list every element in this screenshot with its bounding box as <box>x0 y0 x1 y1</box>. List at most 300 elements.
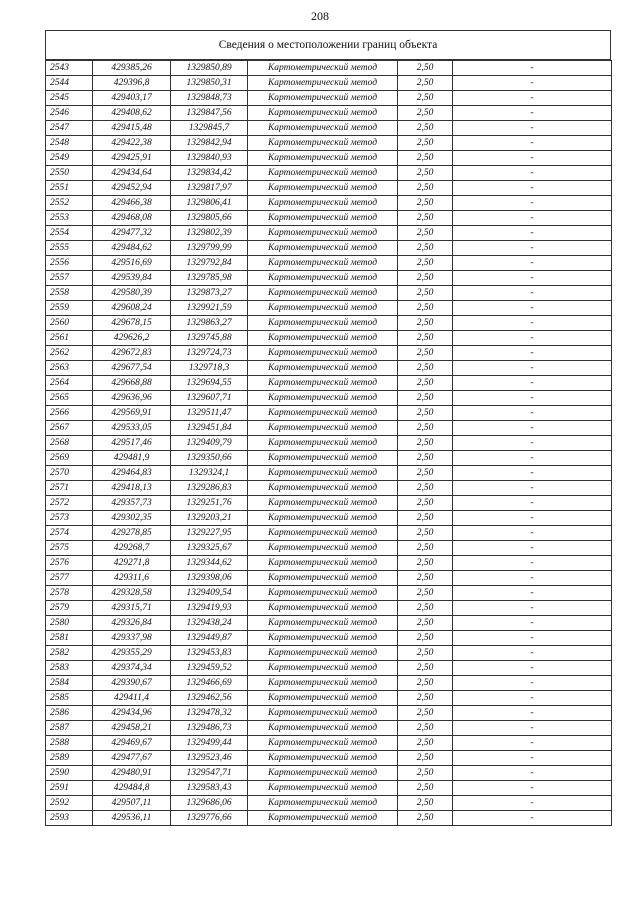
table-row <box>46 781 612 796</box>
x-coordinate-cell: 429678,15 <box>93 316 171 331</box>
x-coordinate-cell: 429533,05 <box>93 421 171 436</box>
description-cell: - <box>453 196 612 211</box>
description-cell: - <box>453 181 612 196</box>
precision-cell: 2,50 <box>398 241 453 256</box>
y-coordinate-cell: 1329466,69 <box>171 676 248 691</box>
table-row <box>46 196 612 211</box>
point-number-cell: 2573 <box>46 511 93 526</box>
point-number-cell: 2553 <box>46 211 93 226</box>
x-coordinate-cell: 429469,67 <box>93 736 171 751</box>
table-row <box>46 256 612 271</box>
description-cell: - <box>453 736 612 751</box>
description-cell: - <box>453 646 612 661</box>
table-row <box>46 241 612 256</box>
description-cell: - <box>453 796 612 811</box>
y-coordinate-cell: 1329453,83 <box>171 646 248 661</box>
description-cell: - <box>453 256 612 271</box>
table-row <box>46 436 612 451</box>
point-number-cell: 2564 <box>46 376 93 391</box>
table-row <box>46 361 612 376</box>
description-cell: - <box>453 811 612 826</box>
table-row <box>46 226 612 241</box>
description-cell: - <box>453 106 612 121</box>
table-row <box>46 301 612 316</box>
precision-cell: 2,50 <box>398 811 453 826</box>
point-number-cell: 2585 <box>46 691 93 706</box>
y-coordinate-cell: 1329806,41 <box>171 196 248 211</box>
precision-cell: 2,50 <box>398 76 453 91</box>
table-row <box>46 736 612 751</box>
description-cell: - <box>453 301 612 316</box>
method-cell: Картометрический метод <box>248 406 398 421</box>
point-number-cell: 2543 <box>46 61 93 76</box>
x-coordinate-cell: 429477,32 <box>93 226 171 241</box>
description-cell: - <box>453 631 612 646</box>
table-row <box>46 541 612 556</box>
point-number-cell: 2550 <box>46 166 93 181</box>
point-number-cell: 2563 <box>46 361 93 376</box>
y-coordinate-cell: 1329718,3 <box>171 361 248 376</box>
method-cell: Картометрический метод <box>248 136 398 151</box>
method-cell: Картометрический метод <box>248 751 398 766</box>
y-coordinate-cell: 1329203,21 <box>171 511 248 526</box>
description-cell: - <box>453 526 612 541</box>
method-cell: Картометрический метод <box>248 781 398 796</box>
method-cell: Картометрический метод <box>248 616 398 631</box>
point-number-cell: 2554 <box>46 226 93 241</box>
x-coordinate-cell: 429315,71 <box>93 601 171 616</box>
table-row <box>46 61 612 76</box>
x-coordinate-cell: 429507,11 <box>93 796 171 811</box>
description-cell: - <box>453 211 612 226</box>
description-cell: - <box>453 616 612 631</box>
precision-cell: 2,50 <box>398 301 453 316</box>
method-cell: Картометрический метод <box>248 256 398 271</box>
table-row <box>46 661 612 676</box>
description-cell: - <box>453 571 612 586</box>
y-coordinate-cell: 1329523,46 <box>171 751 248 766</box>
precision-cell: 2,50 <box>398 451 453 466</box>
table-body <box>46 61 612 826</box>
point-number-cell: 2551 <box>46 181 93 196</box>
table-row <box>46 691 612 706</box>
table-row <box>46 421 612 436</box>
y-coordinate-cell: 1329583,43 <box>171 781 248 796</box>
y-coordinate-cell: 1329873,27 <box>171 286 248 301</box>
table-row <box>46 496 612 511</box>
precision-cell: 2,50 <box>398 226 453 241</box>
table-row <box>46 166 612 181</box>
point-number-cell: 2547 <box>46 121 93 136</box>
point-number-cell: 2587 <box>46 721 93 736</box>
method-cell: Картометрический метод <box>248 766 398 781</box>
table-row <box>46 331 612 346</box>
precision-cell: 2,50 <box>398 271 453 286</box>
x-coordinate-cell: 429422,38 <box>93 136 171 151</box>
description-cell: - <box>453 376 612 391</box>
table-row <box>46 481 612 496</box>
method-cell: Картометрический метод <box>248 421 398 436</box>
method-cell: Картометрический метод <box>248 106 398 121</box>
point-number-cell: 2589 <box>46 751 93 766</box>
description-cell: - <box>453 391 612 406</box>
precision-cell: 2,50 <box>398 556 453 571</box>
method-cell: Картометрический метод <box>248 481 398 496</box>
precision-cell: 2,50 <box>398 616 453 631</box>
method-cell: Картометрический метод <box>248 451 398 466</box>
y-coordinate-cell: 1329776,66 <box>171 811 248 826</box>
method-cell: Картометрический метод <box>248 661 398 676</box>
description-cell: - <box>453 661 612 676</box>
description-cell: - <box>453 706 612 721</box>
precision-cell: 2,50 <box>398 631 453 646</box>
point-number-cell: 2577 <box>46 571 93 586</box>
method-cell: Картометрический метод <box>248 151 398 166</box>
method-cell: Картометрический метод <box>248 166 398 181</box>
method-cell: Картометрический метод <box>248 331 398 346</box>
description-cell: - <box>453 751 612 766</box>
table-row <box>46 586 612 601</box>
description-cell: - <box>453 151 612 166</box>
x-coordinate-cell: 429481,9 <box>93 451 171 466</box>
precision-cell: 2,50 <box>398 286 453 301</box>
x-coordinate-cell: 429608,24 <box>93 301 171 316</box>
description-cell: - <box>453 166 612 181</box>
precision-cell: 2,50 <box>398 496 453 511</box>
precision-cell: 2,50 <box>398 736 453 751</box>
y-coordinate-cell: 1329324,1 <box>171 466 248 481</box>
method-cell: Картометрический метод <box>248 706 398 721</box>
table-row <box>46 451 612 466</box>
table-row <box>46 556 612 571</box>
precision-cell: 2,50 <box>398 106 453 121</box>
method-cell: Картометрический метод <box>248 691 398 706</box>
y-coordinate-cell: 1329745,88 <box>171 331 248 346</box>
y-coordinate-cell: 1329842,94 <box>171 136 248 151</box>
description-cell: - <box>453 61 612 76</box>
precision-cell: 2,50 <box>398 256 453 271</box>
x-coordinate-cell: 429415,48 <box>93 121 171 136</box>
precision-cell: 2,50 <box>398 481 453 496</box>
x-coordinate-cell: 429464,83 <box>93 466 171 481</box>
point-number-cell: 2566 <box>46 406 93 421</box>
table-row <box>46 391 612 406</box>
method-cell: Картометрический метод <box>248 811 398 826</box>
point-number-cell: 2557 <box>46 271 93 286</box>
point-number-cell: 2588 <box>46 736 93 751</box>
method-cell: Картометрический метод <box>248 541 398 556</box>
precision-cell: 2,50 <box>398 316 453 331</box>
method-cell: Картометрический метод <box>248 376 398 391</box>
y-coordinate-cell: 1329459,52 <box>171 661 248 676</box>
y-coordinate-cell: 1329344,62 <box>171 556 248 571</box>
table-row <box>46 601 612 616</box>
x-coordinate-cell: 429268,7 <box>93 541 171 556</box>
point-number-cell: 2592 <box>46 796 93 811</box>
y-coordinate-cell: 1329785,98 <box>171 271 248 286</box>
precision-cell: 2,50 <box>398 181 453 196</box>
y-coordinate-cell: 1329850,89 <box>171 61 248 76</box>
boundary-table-frame <box>45 30 611 826</box>
precision-cell: 2,50 <box>398 766 453 781</box>
method-cell: Картометрический метод <box>248 241 398 256</box>
y-coordinate-cell: 1329792,84 <box>171 256 248 271</box>
y-coordinate-cell: 1329547,71 <box>171 766 248 781</box>
description-cell: - <box>453 226 612 241</box>
description-cell: - <box>453 721 612 736</box>
method-cell: Картометрический метод <box>248 121 398 136</box>
method-cell: Картометрический метод <box>248 511 398 526</box>
table-row <box>46 271 612 286</box>
point-number-cell: 2558 <box>46 286 93 301</box>
precision-cell: 2,50 <box>398 601 453 616</box>
y-coordinate-cell: 1329817,97 <box>171 181 248 196</box>
table-row <box>46 406 612 421</box>
description-cell: - <box>453 271 612 286</box>
y-coordinate-cell: 1329607,71 <box>171 391 248 406</box>
point-number-cell: 2574 <box>46 526 93 541</box>
point-number-cell: 2593 <box>46 811 93 826</box>
point-number-cell: 2546 <box>46 106 93 121</box>
table-row <box>46 151 612 166</box>
method-cell: Картометрический метод <box>248 646 398 661</box>
table-row <box>46 91 612 106</box>
precision-cell: 2,50 <box>398 721 453 736</box>
table-row <box>46 286 612 301</box>
precision-cell: 2,50 <box>398 676 453 691</box>
x-coordinate-cell: 429536,11 <box>93 811 171 826</box>
point-number-cell: 2559 <box>46 301 93 316</box>
table-row <box>46 106 612 121</box>
point-number-cell: 2561 <box>46 331 93 346</box>
method-cell: Картометрический метод <box>248 796 398 811</box>
method-cell: Картометрический метод <box>248 301 398 316</box>
description-cell: - <box>453 121 612 136</box>
description-cell: - <box>453 136 612 151</box>
method-cell: Картометрический метод <box>248 601 398 616</box>
point-number-cell: 2552 <box>46 196 93 211</box>
precision-cell: 2,50 <box>398 661 453 676</box>
description-cell: - <box>453 436 612 451</box>
description-cell: - <box>453 241 612 256</box>
point-number-cell: 2581 <box>46 631 93 646</box>
method-cell: Картометрический метод <box>248 286 398 301</box>
method-cell: Картометрический метод <box>248 316 398 331</box>
x-coordinate-cell: 429278,85 <box>93 526 171 541</box>
y-coordinate-cell: 1329848,73 <box>171 91 248 106</box>
x-coordinate-cell: 429466,38 <box>93 196 171 211</box>
table-row <box>46 76 612 91</box>
method-cell: Картометрический метод <box>248 346 398 361</box>
y-coordinate-cell: 1329325,67 <box>171 541 248 556</box>
y-coordinate-cell: 1329438,24 <box>171 616 248 631</box>
table-row <box>46 721 612 736</box>
x-coordinate-cell: 429484,62 <box>93 241 171 256</box>
description-cell: - <box>453 691 612 706</box>
x-coordinate-cell: 429636,96 <box>93 391 171 406</box>
boundary-points-table <box>45 60 612 826</box>
y-coordinate-cell: 1329724,73 <box>171 346 248 361</box>
point-number-cell: 2570 <box>46 466 93 481</box>
precision-cell: 2,50 <box>398 466 453 481</box>
precision-cell: 2,50 <box>398 526 453 541</box>
description-cell: - <box>453 286 612 301</box>
precision-cell: 2,50 <box>398 571 453 586</box>
point-number-cell: 2582 <box>46 646 93 661</box>
precision-cell: 2,50 <box>398 196 453 211</box>
table-row <box>46 466 612 481</box>
x-coordinate-cell: 429326,84 <box>93 616 171 631</box>
method-cell: Картометрический метод <box>248 391 398 406</box>
method-cell: Картометрический метод <box>248 271 398 286</box>
description-cell: - <box>453 316 612 331</box>
precision-cell: 2,50 <box>398 361 453 376</box>
table-row <box>46 211 612 226</box>
y-coordinate-cell: 1329286,83 <box>171 481 248 496</box>
table-row <box>46 811 612 826</box>
y-coordinate-cell: 1329478,32 <box>171 706 248 721</box>
method-cell: Картометрический метод <box>248 181 398 196</box>
precision-cell: 2,50 <box>398 376 453 391</box>
point-number-cell: 2584 <box>46 676 93 691</box>
x-coordinate-cell: 429569,91 <box>93 406 171 421</box>
x-coordinate-cell: 429396,8 <box>93 76 171 91</box>
precision-cell: 2,50 <box>398 781 453 796</box>
x-coordinate-cell: 429477,67 <box>93 751 171 766</box>
description-cell: - <box>453 481 612 496</box>
point-number-cell: 2549 <box>46 151 93 166</box>
precision-cell: 2,50 <box>398 796 453 811</box>
method-cell: Картометрический метод <box>248 196 398 211</box>
precision-cell: 2,50 <box>398 511 453 526</box>
y-coordinate-cell: 1329409,79 <box>171 436 248 451</box>
table-row <box>46 631 612 646</box>
point-number-cell: 2565 <box>46 391 93 406</box>
method-cell: Картометрический метод <box>248 586 398 601</box>
description-cell: - <box>453 451 612 466</box>
precision-cell: 2,50 <box>398 91 453 106</box>
table-row <box>46 376 612 391</box>
description-cell: - <box>453 766 612 781</box>
table-row <box>46 346 612 361</box>
point-number-cell: 2580 <box>46 616 93 631</box>
point-number-cell: 2572 <box>46 496 93 511</box>
description-cell: - <box>453 406 612 421</box>
point-number-cell: 2571 <box>46 481 93 496</box>
point-number-cell: 2556 <box>46 256 93 271</box>
page-number: 208 <box>311 9 329 23</box>
x-coordinate-cell: 429458,21 <box>93 721 171 736</box>
y-coordinate-cell: 1329449,87 <box>171 631 248 646</box>
y-coordinate-cell: 1329409,54 <box>171 586 248 601</box>
description-cell: - <box>453 601 612 616</box>
table-row <box>46 526 612 541</box>
precision-cell: 2,50 <box>398 331 453 346</box>
description-cell: - <box>453 676 612 691</box>
precision-cell: 2,50 <box>398 421 453 436</box>
method-cell: Картометрический метод <box>248 631 398 646</box>
table-row <box>46 571 612 586</box>
point-number-cell: 2575 <box>46 541 93 556</box>
x-coordinate-cell: 429374,34 <box>93 661 171 676</box>
point-number-cell: 2562 <box>46 346 93 361</box>
point-number-cell: 2555 <box>46 241 93 256</box>
x-coordinate-cell: 429677,54 <box>93 361 171 376</box>
point-number-cell: 2576 <box>46 556 93 571</box>
x-coordinate-cell: 429580,39 <box>93 286 171 301</box>
x-coordinate-cell: 429434,64 <box>93 166 171 181</box>
x-coordinate-cell: 429337,98 <box>93 631 171 646</box>
table-title: Сведения о местоположении границ объекта <box>45 30 611 60</box>
method-cell: Картометрический метод <box>248 721 398 736</box>
description-cell: - <box>453 511 612 526</box>
x-coordinate-cell: 429271,8 <box>93 556 171 571</box>
point-number-cell: 2583 <box>46 661 93 676</box>
precision-cell: 2,50 <box>398 646 453 661</box>
method-cell: Картометрический метод <box>248 211 398 226</box>
y-coordinate-cell: 1329834,42 <box>171 166 248 181</box>
x-coordinate-cell: 429517,46 <box>93 436 171 451</box>
table-row <box>46 646 612 661</box>
table-row <box>46 121 612 136</box>
table-row <box>46 511 612 526</box>
x-coordinate-cell: 429452,94 <box>93 181 171 196</box>
table-row <box>46 751 612 766</box>
y-coordinate-cell: 1329802,39 <box>171 226 248 241</box>
table-row <box>46 676 612 691</box>
x-coordinate-cell: 429355,29 <box>93 646 171 661</box>
y-coordinate-cell: 1329694,55 <box>171 376 248 391</box>
table-row <box>46 181 612 196</box>
precision-cell: 2,50 <box>398 136 453 151</box>
x-coordinate-cell: 429480,91 <box>93 766 171 781</box>
precision-cell: 2,50 <box>398 346 453 361</box>
x-coordinate-cell: 429385,26 <box>93 61 171 76</box>
method-cell: Картометрический метод <box>248 676 398 691</box>
table-row <box>46 796 612 811</box>
x-coordinate-cell: 429672,83 <box>93 346 171 361</box>
table-row <box>46 706 612 721</box>
method-cell: Картометрический метод <box>248 91 398 106</box>
precision-cell: 2,50 <box>398 541 453 556</box>
point-number-cell: 2567 <box>46 421 93 436</box>
y-coordinate-cell: 1329486,73 <box>171 721 248 736</box>
y-coordinate-cell: 1329805,66 <box>171 211 248 226</box>
point-number-cell: 2548 <box>46 136 93 151</box>
x-coordinate-cell: 429311,6 <box>93 571 171 586</box>
y-coordinate-cell: 1329251,76 <box>171 496 248 511</box>
description-cell: - <box>453 586 612 601</box>
precision-cell: 2,50 <box>398 151 453 166</box>
y-coordinate-cell: 1329462,56 <box>171 691 248 706</box>
method-cell: Картометрический метод <box>248 61 398 76</box>
method-cell: Картометрический метод <box>248 436 398 451</box>
point-number-cell: 2544 <box>46 76 93 91</box>
point-number-cell: 2590 <box>46 766 93 781</box>
precision-cell: 2,50 <box>398 436 453 451</box>
x-coordinate-cell: 429302,35 <box>93 511 171 526</box>
y-coordinate-cell: 1329840,93 <box>171 151 248 166</box>
description-cell: - <box>453 421 612 436</box>
table-row <box>46 766 612 781</box>
x-coordinate-cell: 429484,8 <box>93 781 171 796</box>
x-coordinate-cell: 429539,84 <box>93 271 171 286</box>
x-coordinate-cell: 429403,17 <box>93 91 171 106</box>
method-cell: Картометрический метод <box>248 226 398 241</box>
description-cell: - <box>453 91 612 106</box>
y-coordinate-cell: 1329227,95 <box>171 526 248 541</box>
y-coordinate-cell: 1329847,56 <box>171 106 248 121</box>
